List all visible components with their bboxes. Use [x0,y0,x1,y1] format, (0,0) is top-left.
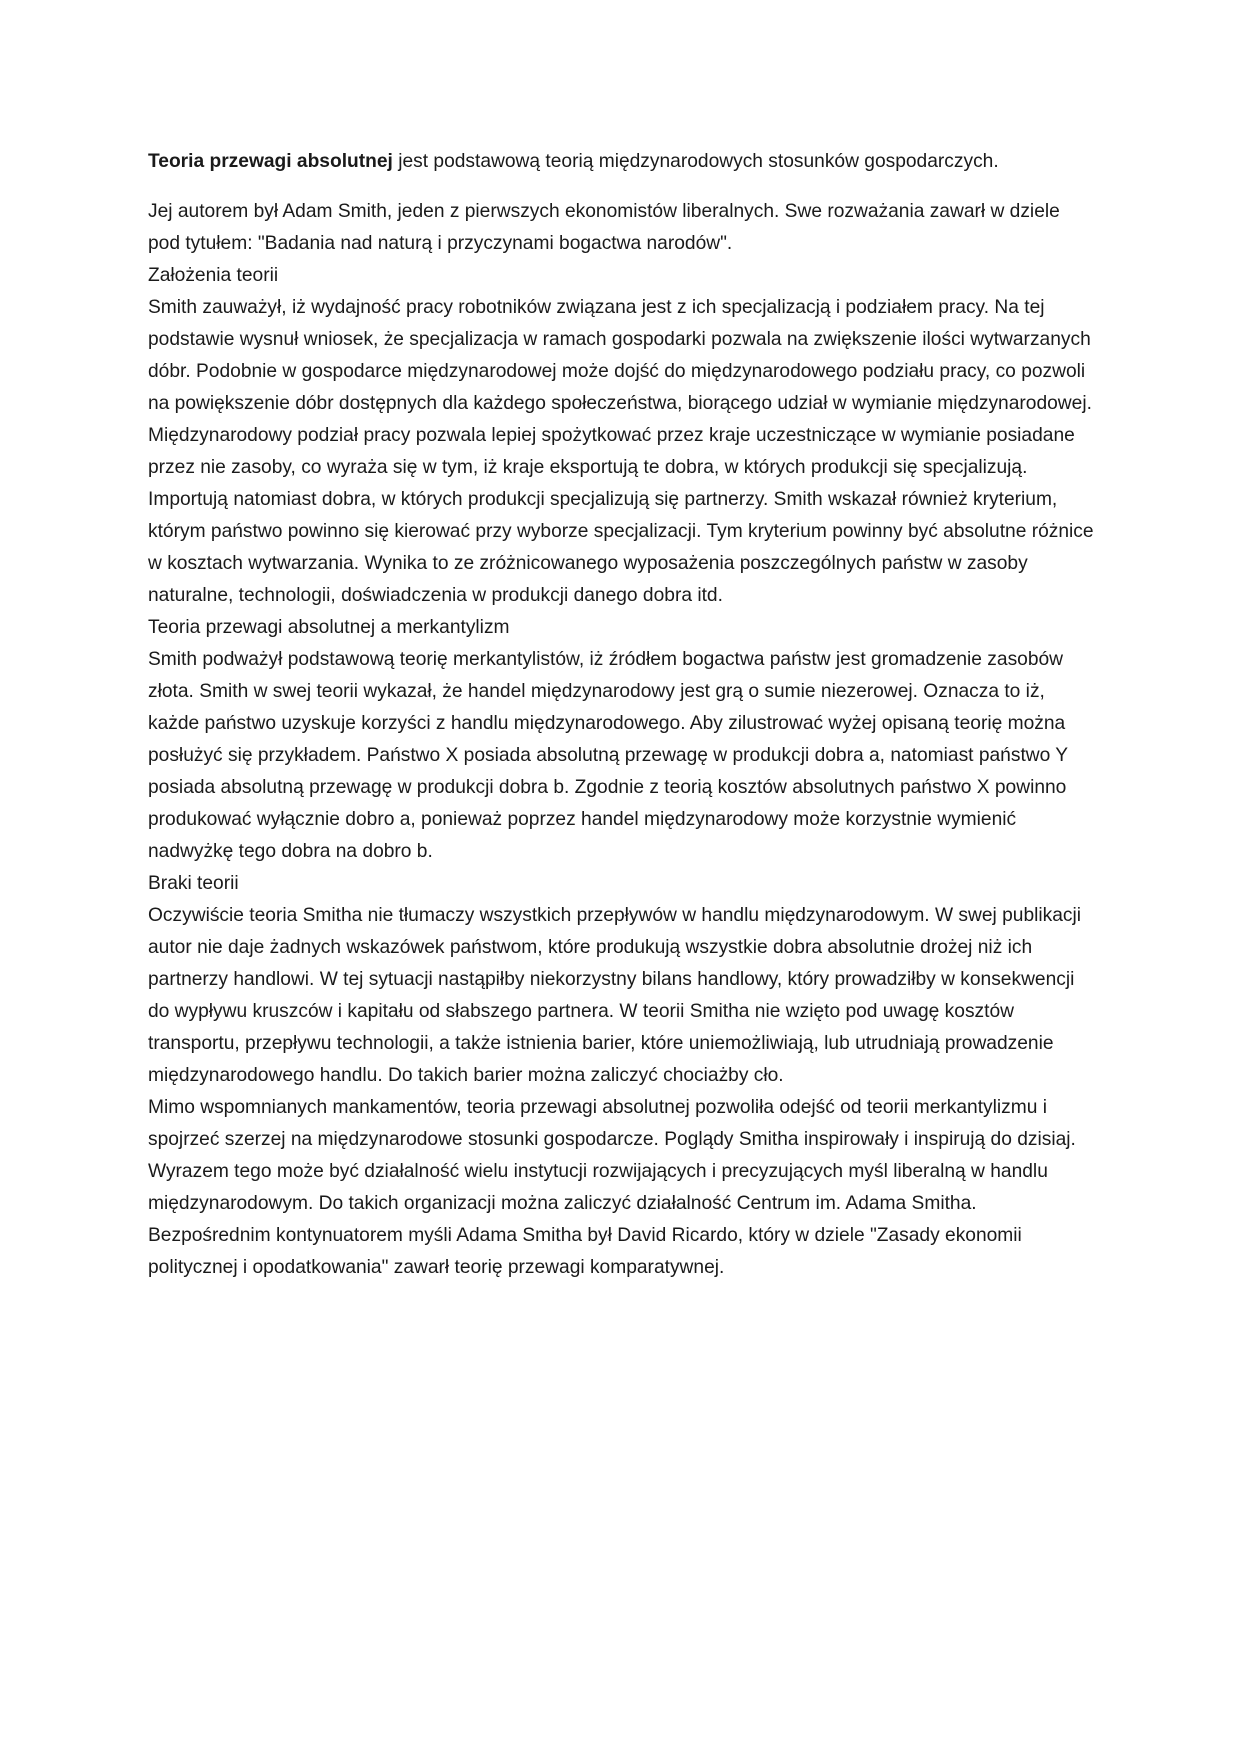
assumptions-paragraph: Smith zauważył, iż wydajność pracy robotników związana jest z ich specjalizacją i podziałem pracy. Na tej podstawie wysnuł wniosek, że specjalizacja w ramach gospodarki pozwala na zwiększenie ilości wytwarzanych dóbr. Podobnie w gospodarce międzynarodowej może dojść do międzynarodowego podziału pracy, co pozwoli na powiększenie dóbr dostępnych dla każdego społeczeństwa, biorącego udział w wymianie międzynarodowej. Międzynarodowy podział pracy pozwala lepiej spożytkować przez kraje uczestniczące w wymianie posiadane przez nie zasoby, co wyraża się w tym, iż kraje eksportują te dobra, w których produkcji się specjalizują. Importują natomiast dobra, w których produkcji specjalizują się partnerzy. Smith wskazał również kryterium, którym państwo powinno się kierować przy wyborze specjalizacji. Tym kryterium powinny być absolutne różnice w kosztach wytwarzania. Wynika to ze zróżnicowanego wyposażenia poszczególnych państw w zasoby naturalne, technologii, doświadczenia w produkcji danego dobra itd. [148,297,1094,606]
intro-text: jest podstawową teorią międzynarodowych stosunków gospodarczych. [392,151,999,172]
mercantilism-paragraph: Smith podważył podstawową teorię merkantylistów, iż źródłem bogactwa państw jest gromadzenie zasobów złota. Smith w swej teorii wykazał, że handel międzynarodowy jest grą o sumie niezerowej. Oznacza to iż, każde państwo uzyskuje korzyści z handlu międzynarodowego. Aby zilustrować wyżej opisaną teorię można posłużyć się przykładem. Państwo X posiada absolutną przewagę w produkcji dobra a, natomiast państwo Y posiada absolutną przewagę w produkcji dobra b. Zgodnie z teorią kosztów absolutnych państwo X powinno produkować wyłącznie dobro a, ponieważ poprzez handel międzynarodowy może korzystnie wymienić nadwyżkę tego dobra na dobro b. [148,649,1068,862]
section-heading-gaps: Braki teorii [148,873,239,894]
section-heading-mercantilism: Teoria przewagi absolutnej a merkantylizm [148,617,510,638]
intro-paragraph [148,146,1096,178]
intro-bold-term: Teoria przewagi absolutnej [148,151,393,172]
author-paragraph: Jej autorem był Adam Smith, jeden z pierwszych ekonomistów liberalnych. Swe rozważania zawarł w dziele pod tytułem: "Badania nad naturą i przyczynami bogactwa narodów". [148,201,1060,254]
gaps-paragraph: Oczywiście teoria Smitha nie tłumaczy wszystkich przepływów w handlu międzynarodowym. W swej publikacji autor nie daje żadnych wskazówek państwom, które produkują wszystkie dobra absolutnie drożej niż ich partnerzy handlowi. W tej sytuacji nastąpiłby niekorzystny bilans handlowy, który prowadziłby w konsekwencji do wypływu kruszców i kapitału od słabszego partnera. W teorii Smitha nie wzięto pod uwagę kosztów transportu, przepływu technologii, a także istnienia barier, które uniemożliwiają, lub utrudniają prowadzenie międzynarodowego handlu. Do takich barier można zaliczyć chociażby cło. [148,905,1082,1086]
section-heading-assumptions: Założenia teorii [148,265,279,286]
ricardo-paragraph: Bezpośrednim kontynuatorem myśli Adama Smitha był David Ricardo, który w dziele "Zasady ekonomii politycznej i opodatkowania" zawarł teorię przewagi komparatywnej. [148,1225,1022,1278]
document-body [148,146,1096,1284]
despite-paragraph: Mimo wspomnianych mankamentów, teoria przewagi absolutnej pozwoliła odejść od teorii merkantylizmu i spojrzeć szerzej na międzynarodowe stosunki gospodarcze. Poglądy Smitha inspirowały i inspirują do dzisiaj. Wyrazem tego może być działalność wielu instytucji rozwijających i precyzujących myśl liberalną w handlu międzynarodowym. Do takich organizacji można zaliczyć działalność Centrum im. Adama Smitha. [148,1097,1076,1214]
